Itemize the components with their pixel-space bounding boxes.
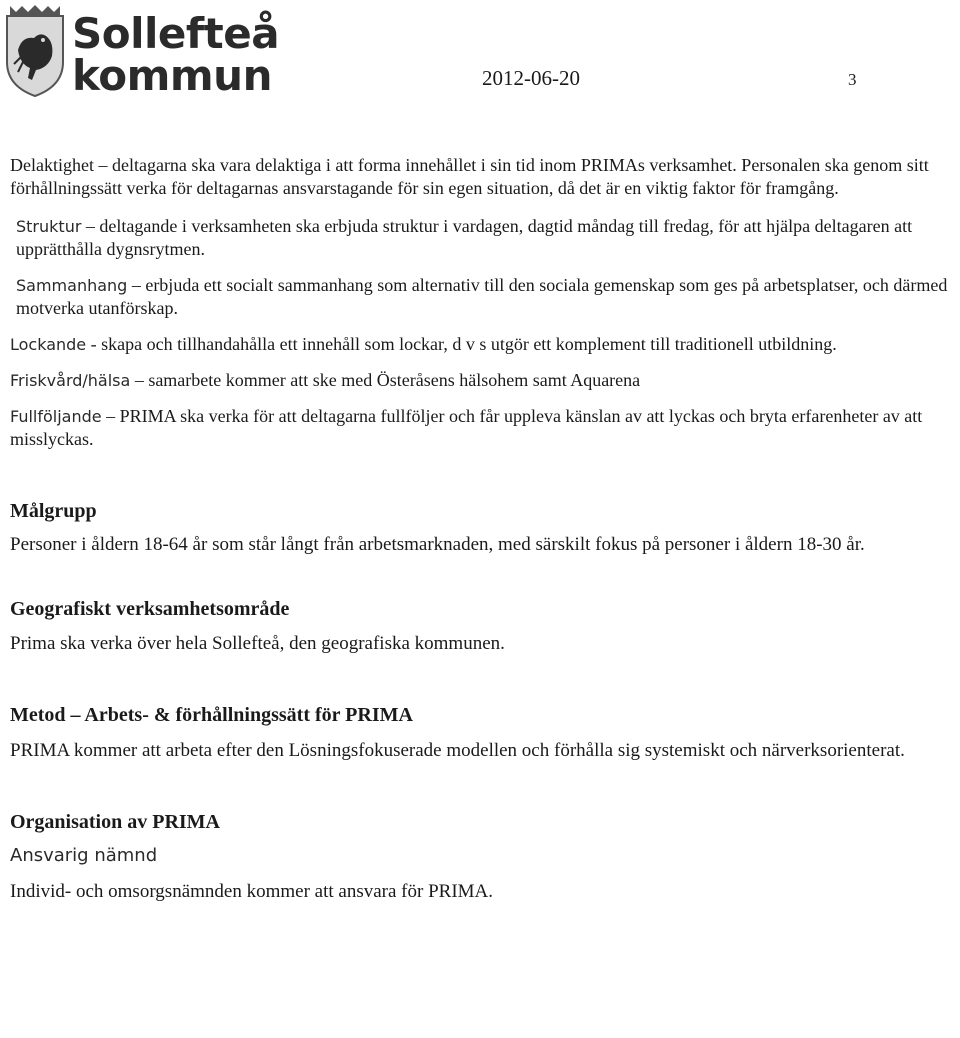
fullfoljande-paragraph bbox=[10, 405, 955, 451]
lockande-paragraph bbox=[10, 333, 955, 356]
geografiskt-heading: Geografiskt verksamhetsområde bbox=[10, 598, 290, 620]
organisation-heading: Organisation av PRIMA bbox=[10, 811, 220, 833]
malgrupp-text: Personer i åldern 18-64 år som står långt från arbetsmarknaden, med särskilt fokus på personer i åldern 18-30 år. bbox=[10, 534, 865, 555]
struktur-lead: Struktur bbox=[16, 217, 82, 236]
fullfoljande-lead: Fullföljande bbox=[10, 407, 102, 426]
sammanhang-text: – erbjuda ett socialt sammanhang som alternativ till den sociala gemenskap som ges på arbetsplatser, och därmed motverka utanförskap. bbox=[16, 275, 948, 318]
geografiskt-text: Prima ska verka över hela Sollefteå, den geografiska kommunen. bbox=[10, 633, 505, 654]
friskvard-text: – samarbete kommer att ske med Österåsens hälsohem samt Aquarena bbox=[130, 370, 641, 390]
organisation-text: Individ- och omsorgsnämnden kommer att ansvara för PRIMA. bbox=[10, 881, 494, 902]
delaktighet-paragraph: Delaktighet – deltagarna ska vara delaktiga i att forma innehållet i sin tid inom PRIMAs verksamhet. Personalen ska genom sitt förhållningssätt verka för deltagarnas ansvarstagande för sin egen situation, då det är en viktig faktor för framgång. bbox=[10, 155, 929, 198]
lockande-text: - skapa och tillhandahålla ett innehåll som lockar, d v s utgör ett komplement till traditionell utbildning. bbox=[86, 334, 837, 354]
lockande-lead: Lockande bbox=[10, 335, 87, 354]
sammanhang-paragraph bbox=[10, 274, 955, 320]
friskvard-paragraph bbox=[10, 369, 955, 392]
malgrupp-heading: Målgrupp bbox=[10, 500, 97, 522]
struktur-text: – deltagande i verksamheten ska erbjuda struktur i vardagen, dagtid måndag till fredag, för att hjälpa deltagaren att upprätthålla dygnsrytmen. bbox=[16, 216, 913, 259]
friskvard-lead: Friskvård/hälsa bbox=[10, 371, 131, 390]
municipality-logo bbox=[2, 2, 280, 100]
coat-of-arms-icon bbox=[2, 2, 68, 98]
page-header bbox=[0, 0, 960, 110]
metod-heading: Metod – Arbets- & förhållningssätt för PRIMA bbox=[10, 704, 413, 726]
struktur-paragraph bbox=[10, 215, 955, 261]
metod-text: PRIMA kommer att arbeta efter den Lösningsfokuserade modellen och förhålla sig systemiskt och närverksorienterat. bbox=[10, 740, 905, 761]
logo-line-2: kommun bbox=[72, 51, 272, 100]
page-number: 3 bbox=[848, 70, 857, 89]
sammanhang-lead: Sammanhang bbox=[16, 276, 128, 295]
document-date: 2012-06-20 bbox=[482, 66, 580, 90]
organisation-subheading: Ansvarig nämnd bbox=[10, 845, 158, 866]
fullfoljande-text: – PRIMA ska verka för att deltagarna fullföljer och får uppleva känslan av att lyckas och bryta erfarenheter av att misslyckas. bbox=[10, 406, 923, 449]
document-body bbox=[10, 154, 955, 905]
logo-line-1: Sollefteå bbox=[72, 9, 280, 58]
